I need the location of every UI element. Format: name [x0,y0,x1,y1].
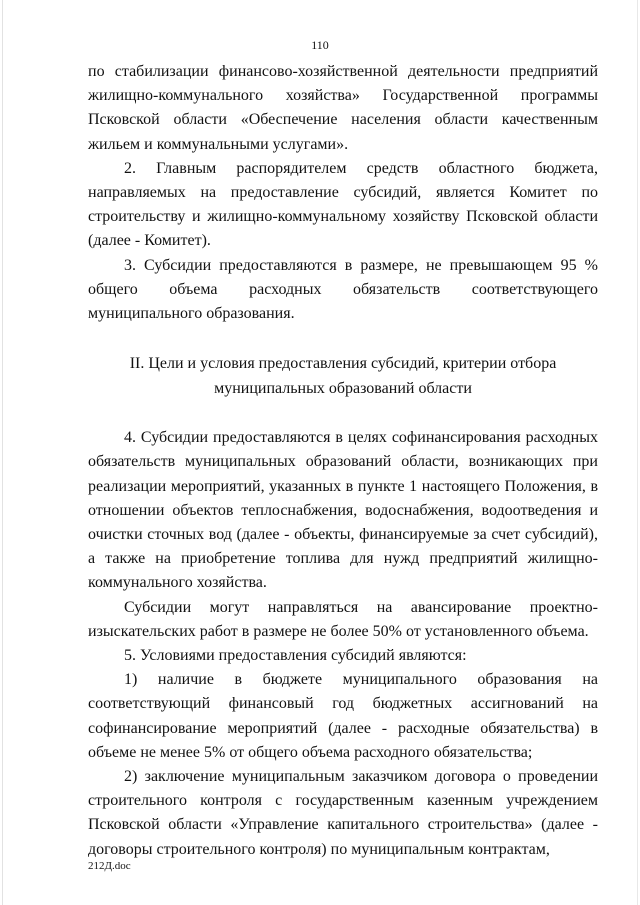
scan-edge-left [2,0,3,905]
paragraph-3: 3. Субсидии предоставляются в размере, не превышающем 95 % общего объема расходных обязательств соответствующего муниципального образования. [88,256,598,323]
paragraph-advance: Субсидии могут направляться на авансирование проектно-изыскательских работ в размере не более 50% от установленного объема. [88,598,598,640]
footer-filename: 212Д.doc [88,860,131,872]
paragraph-4: 4. Субсидии предоставляются в целях софинансирования расходных обязательств муниципальных образований области, возникающих при реализации мероприятий, указанных в пункте 1 настоящего Положения, в отношении объектов теплоснабжения, водоснабжения, водоотведения и очистки сточных вод (далее - объекты, финансируемые за счет субсидий), а также на приобретение топлива для нужд предприятий жилищно-коммунального хозяйства. [88,429,598,592]
paragraph-continuation: по стабилизации финансово-хозяйственной деятельности предприятий жилищно-коммунального хозяйства» Государственной программы Псковской области «Обеспечение населения области качественным жильем и коммунальными услугами». [88,63,598,153]
page-number: 110 [311,38,329,52]
scan-edge-right [637,0,638,905]
paragraph-5-item-2: 2) заключение муниципальным заказчиком договора о проведении строительного контроля с государственным казенным учреждением Псковской области «Управление капитального строительства» (далее - договоры строительного контроля) по муниципальным контрактам, [88,768,598,858]
section-heading-line-1: II. Цели и условия предоставления субсидий, критерии отбора [129,355,557,373]
section-heading-line-2: муниципальных образований области [214,379,472,397]
paragraph-5-item-1: 1) наличие в бюджете муниципального образования на соответствующий финансовый год бюджетных ассигнований на софинансирование мероприятий (далее - расходные обязательства) в объеме не менее 5% от общего объема расходного обязательства; [88,671,598,761]
document-body [88,60,598,862]
section-heading [88,352,598,401]
paragraph-5: 5. Условиями предоставления субсидий являются: [124,647,467,665]
paragraph-2: 2. Главным распорядителем средств областного бюджета, направляемых на предоставление субсидий, является Комитет по строительству и жилищно-коммунальному хозяйству Псковской области (далее - Комитет). [88,159,598,250]
